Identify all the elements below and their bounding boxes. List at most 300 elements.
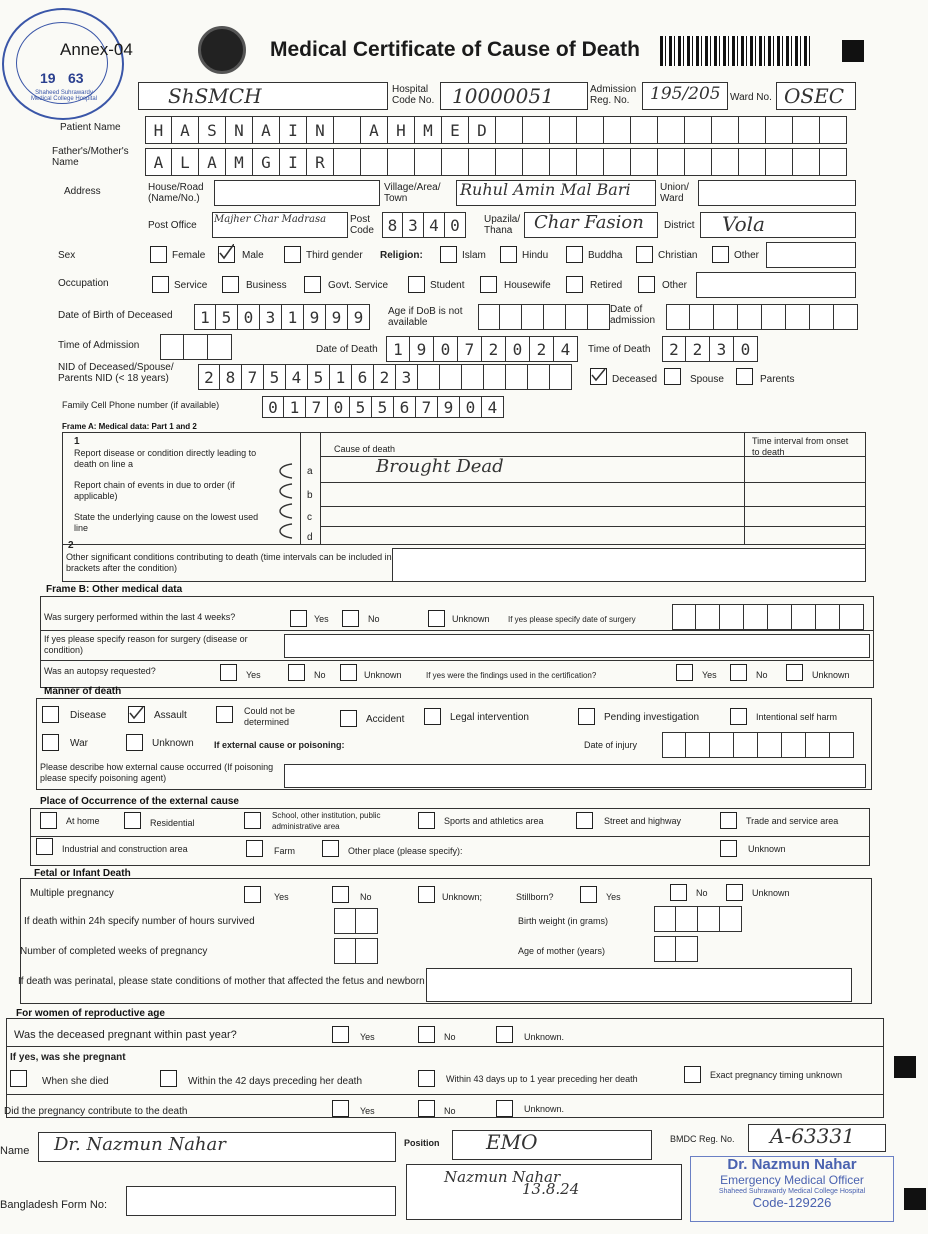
sports-checkbox[interactable]: [418, 812, 435, 829]
third-gender-checkbox[interactable]: [284, 246, 301, 263]
war-checkbox[interactable]: [42, 734, 59, 751]
grid-cell[interactable]: [334, 908, 356, 934]
when-died-label: When she died: [42, 1076, 109, 1087]
corner-marker: [904, 1188, 926, 1210]
grid-cell[interactable]: [739, 148, 766, 176]
autopsy-yes-label: Yes: [246, 670, 261, 680]
govt-service-label: Govt. Service: [328, 280, 389, 291]
grid-cell[interactable]: [588, 304, 610, 330]
grid-cell[interactable]: [686, 732, 710, 758]
school-checkbox[interactable]: [244, 812, 261, 829]
grid-cell[interactable]: [738, 304, 762, 330]
accident-checkbox[interactable]: [340, 710, 357, 727]
service-checkbox[interactable]: [152, 276, 169, 293]
grid-cell[interactable]: A: [172, 116, 199, 144]
findings-unknown-checkbox[interactable]: [786, 664, 803, 681]
within-42-checkbox[interactable]: [160, 1070, 177, 1087]
form-no-field[interactable]: [126, 1186, 396, 1216]
grid-cell[interactable]: 0: [445, 212, 466, 238]
women-title: For women of reproductive age: [16, 1008, 165, 1019]
grid-cell[interactable]: 2: [198, 364, 220, 390]
findings-question: If yes were the findings used in the certification?: [426, 671, 597, 680]
self-harm-label: Intentional self harm: [756, 712, 838, 722]
manner-title: Manner of death: [44, 686, 122, 697]
timing-unknown-label: Exact pregnancy timing unknown: [710, 1070, 843, 1080]
housewife-checkbox[interactable]: [480, 276, 497, 293]
stillborn-no-checkbox[interactable]: [670, 884, 687, 901]
autopsy-no-checkbox[interactable]: [288, 664, 305, 681]
grid-cell[interactable]: [356, 938, 378, 964]
grid-cell[interactable]: [522, 304, 544, 330]
grid-cell[interactable]: D: [469, 116, 496, 144]
grid-cell[interactable]: 9: [326, 304, 348, 330]
grid-cell[interactable]: A: [199, 148, 226, 176]
contribute-unknown-checkbox[interactable]: [496, 1100, 513, 1117]
surgery-yes-label: Yes: [314, 614, 329, 624]
surgery-yes-checkbox[interactable]: [290, 610, 307, 627]
govt-service-checkbox[interactable]: [304, 276, 321, 293]
grid-cell[interactable]: [810, 304, 834, 330]
birth-weight-grid[interactable]: [654, 906, 742, 932]
grid-cell[interactable]: [696, 604, 720, 630]
grid-cell[interactable]: [758, 732, 782, 758]
grid-cell[interactable]: [676, 906, 698, 932]
perinatal-field[interactable]: [426, 968, 852, 1002]
grid-cell[interactable]: 4: [424, 212, 445, 238]
grid-cell[interactable]: [208, 334, 232, 360]
grid-cell[interactable]: 0: [734, 336, 758, 362]
pending-checkbox[interactable]: [578, 708, 595, 725]
patient-name-grid[interactable]: [145, 116, 847, 144]
grid-cell[interactable]: [793, 116, 820, 144]
grid-cell[interactable]: [484, 364, 506, 390]
grid-cell[interactable]: [528, 364, 550, 390]
business-checkbox[interactable]: [222, 276, 239, 293]
grid-cell[interactable]: 3: [396, 364, 418, 390]
grid-cell[interactable]: [388, 148, 415, 176]
grid-cell[interactable]: [334, 148, 361, 176]
grid-cell[interactable]: M: [226, 148, 253, 176]
multiple-no-checkbox[interactable]: [332, 886, 349, 903]
grid-cell[interactable]: 4: [286, 364, 308, 390]
grid-cell[interactable]: [577, 116, 604, 144]
grid-cell[interactable]: 7: [242, 364, 264, 390]
grid-cell[interactable]: [712, 116, 739, 144]
grid-cell[interactable]: 0: [434, 336, 458, 362]
autopsy-unknown-checkbox[interactable]: [340, 664, 357, 681]
grid-cell[interactable]: A: [253, 116, 280, 144]
grid-cell[interactable]: [654, 906, 676, 932]
frame-a-title: Frame A: Medical data: Part 1 and 2: [62, 422, 197, 431]
grid-cell[interactable]: [762, 304, 786, 330]
grid-cell[interactable]: 9: [304, 304, 326, 330]
grid-cell[interactable]: [506, 364, 528, 390]
nid-spouse-checkbox[interactable]: [664, 368, 681, 385]
frame-a-row3: State the underlying cause on the lowest used line: [74, 512, 259, 533]
phone-grid[interactable]: [262, 396, 504, 418]
sports-label: Sports and athletics area: [444, 816, 544, 826]
surgery-date-grid[interactable]: [672, 604, 864, 630]
grid-cell[interactable]: N: [226, 116, 253, 144]
birth-weight-label: Birth weight (in grams): [518, 916, 609, 926]
autopsy-unknown-label: Unknown: [364, 670, 402, 680]
grid-cell[interactable]: [418, 364, 440, 390]
grid-cell[interactable]: [523, 116, 550, 144]
grid-cell[interactable]: [184, 334, 208, 360]
autopsy-question: Was an autopsy requested?: [44, 666, 156, 676]
seal-year-left: 19: [40, 70, 56, 86]
occupation-label: Occupation: [58, 278, 109, 289]
residential-label: Residential: [150, 818, 195, 828]
surgery-unknown-checkbox[interactable]: [428, 610, 445, 627]
grid-cell[interactable]: A: [361, 116, 388, 144]
grid-cell[interactable]: 1: [282, 304, 304, 330]
grid-cell[interactable]: [469, 148, 496, 176]
grid-cell[interactable]: [478, 304, 500, 330]
other-occupation-checkbox[interactable]: [638, 276, 655, 293]
grid-cell[interactable]: H: [145, 116, 172, 144]
grid-cell[interactable]: A: [145, 148, 172, 176]
dob-label: Date of Birth of Deceased: [58, 310, 173, 321]
retired-label: Retired: [590, 280, 623, 291]
surgery-reason-field[interactable]: [284, 634, 870, 658]
grid-cell[interactable]: 9: [438, 396, 460, 418]
grid-cell[interactable]: [766, 116, 793, 144]
position-field[interactable]: [452, 1130, 652, 1160]
housewife-label: Housewife: [504, 280, 551, 291]
at-home-checkbox[interactable]: [40, 812, 57, 829]
grid-cell[interactable]: 0: [460, 396, 482, 418]
school-label: School, other institution, public administrative area: [272, 811, 381, 831]
hospital-name-value: ShSMCH: [168, 84, 262, 108]
grid-cell[interactable]: [768, 604, 792, 630]
post-code-grid[interactable]: [382, 212, 466, 238]
student-checkbox[interactable]: [408, 276, 425, 293]
stillborn-unknown-checkbox[interactable]: [726, 884, 743, 901]
grid-cell[interactable]: [334, 938, 356, 964]
contribute-no-checkbox[interactable]: [418, 1100, 435, 1117]
legal-intervention-checkbox[interactable]: [424, 708, 441, 725]
grid-cell[interactable]: 0: [262, 396, 284, 418]
grid-cell[interactable]: [816, 604, 840, 630]
findings-yes-checkbox[interactable]: [676, 664, 693, 681]
contribute-yes-checkbox[interactable]: [332, 1100, 349, 1117]
grid-cell[interactable]: [766, 148, 793, 176]
grid-cell[interactable]: N: [307, 116, 334, 144]
retired-checkbox[interactable]: [566, 276, 583, 293]
hours-survived-label: If death within 24h specify number of hours survived: [24, 916, 255, 927]
autopsy-yes-checkbox[interactable]: [220, 664, 237, 681]
grid-cell[interactable]: 1: [194, 304, 216, 330]
contribute-question: Did the pregnancy contribute to the death: [4, 1106, 188, 1117]
grid-cell[interactable]: [604, 148, 631, 176]
islam-checkbox[interactable]: [440, 246, 457, 263]
grid-cell[interactable]: [793, 148, 820, 176]
grid-cell[interactable]: [550, 364, 572, 390]
grid-cell[interactable]: 7: [306, 396, 328, 418]
grid-cell[interactable]: 4: [554, 336, 578, 362]
part2-field[interactable]: [392, 548, 866, 582]
grid-cell[interactable]: 8: [382, 212, 403, 238]
pregnant-unknown-checkbox[interactable]: [496, 1026, 513, 1043]
surgery-date-label: If yes please specify date of surgery: [508, 615, 636, 624]
grid-cell[interactable]: H: [388, 116, 415, 144]
grid-cell[interactable]: [720, 604, 744, 630]
contribute-no-label: No: [444, 1106, 456, 1116]
other-religion-label: Other: [734, 250, 760, 261]
self-harm-checkbox[interactable]: [730, 708, 747, 725]
grid-cell[interactable]: [462, 364, 484, 390]
timing-unknown-checkbox[interactable]: [684, 1066, 701, 1083]
other-religion-checkbox[interactable]: [712, 246, 729, 263]
sex-label: Sex: [58, 250, 76, 261]
grid-cell[interactable]: [685, 116, 712, 144]
grid-cell[interactable]: 6: [394, 396, 416, 418]
hospital-code-value: 10000051: [452, 84, 554, 108]
grid-cell[interactable]: I: [280, 148, 307, 176]
grid-cell[interactable]: 3: [403, 212, 424, 238]
grid-cell[interactable]: 7: [458, 336, 482, 362]
grid-cell[interactable]: [550, 116, 577, 144]
male-label: Male: [242, 250, 264, 261]
grid-cell[interactable]: [440, 364, 462, 390]
describe-external-field[interactable]: [284, 764, 866, 788]
grid-cell[interactable]: 0: [238, 304, 260, 330]
grid-cell[interactable]: S: [199, 116, 226, 144]
other-place-checkbox[interactable]: [322, 840, 339, 857]
grid-cell[interactable]: [666, 304, 690, 330]
grid-cell[interactable]: 2: [530, 336, 554, 362]
male-checkbox[interactable]: [218, 246, 235, 263]
grid-cell[interactable]: [631, 116, 658, 144]
pregnant-question: Was the deceased pregnant within past year?: [14, 1029, 237, 1041]
grid-cell[interactable]: [672, 604, 696, 630]
multiple-yes-checkbox[interactable]: [244, 886, 261, 903]
grid-cell[interactable]: [566, 304, 588, 330]
grid-cell[interactable]: [662, 732, 686, 758]
nid-deceased-checkbox[interactable]: [590, 368, 607, 385]
grid-cell[interactable]: [604, 116, 631, 144]
grid-cell[interactable]: 7: [416, 396, 438, 418]
house-field[interactable]: [214, 180, 380, 206]
seal-year-right: 63: [68, 70, 84, 86]
place-unknown-checkbox[interactable]: [720, 840, 737, 857]
grid-cell[interactable]: 6: [352, 364, 374, 390]
hindu-checkbox[interactable]: [500, 246, 517, 263]
grid-cell[interactable]: [356, 908, 378, 934]
grid-cell[interactable]: [544, 304, 566, 330]
legal-intervention-label: Legal intervention: [450, 712, 529, 723]
grid-cell[interactable]: [550, 148, 577, 176]
grid-cell[interactable]: [806, 732, 830, 758]
grid-cell[interactable]: 2: [374, 364, 396, 390]
other-occupation-field[interactable]: [696, 272, 856, 298]
grid-cell[interactable]: 1: [330, 364, 352, 390]
grid-cell[interactable]: 9: [348, 304, 370, 330]
nid-label: NID of Deceased/Spouse/ Parents NID (< 18 years): [58, 362, 174, 384]
when-died-checkbox[interactable]: [10, 1070, 27, 1087]
signature-date: 13.8.24: [522, 1180, 580, 1198]
grid-cell[interactable]: [654, 936, 676, 962]
farm-checkbox[interactable]: [246, 840, 263, 857]
union-field[interactable]: [698, 180, 856, 206]
nid-parents-checkbox[interactable]: [736, 368, 753, 385]
name-label: Name: [0, 1145, 30, 1157]
seal-text: Shaheed Suhrawardy Medical College Hospital: [30, 90, 98, 102]
grid-cell[interactable]: 2: [482, 336, 506, 362]
grid-cell[interactable]: [782, 732, 806, 758]
parent-name-grid[interactable]: [145, 148, 847, 176]
grid-cell[interactable]: [676, 936, 698, 962]
assault-checkbox[interactable]: [128, 706, 145, 723]
female-checkbox[interactable]: [150, 246, 167, 263]
disease-checkbox[interactable]: [42, 706, 59, 723]
grid-cell[interactable]: [739, 116, 766, 144]
grid-cell[interactable]: 0: [506, 336, 530, 362]
street-checkbox[interactable]: [576, 812, 593, 829]
grid-cell[interactable]: [840, 604, 864, 630]
grid-cell[interactable]: [830, 732, 854, 758]
grid-cell[interactable]: [744, 604, 768, 630]
grid-cell[interactable]: M: [415, 116, 442, 144]
grid-cell[interactable]: [834, 304, 858, 330]
other-religion-field[interactable]: [766, 242, 856, 268]
union-label: Union/ Ward: [660, 182, 689, 204]
describe-external-label: Please describe how external cause occurred (If poisoning please specify poisoning agent): [40, 762, 274, 783]
upazila-value: Char Fasion: [534, 212, 644, 233]
ward-value: OSEC: [784, 84, 844, 108]
grid-cell[interactable]: 2: [686, 336, 710, 362]
grid-cell[interactable]: [160, 334, 184, 360]
buddha-checkbox[interactable]: [566, 246, 583, 263]
contribute-unknown-label: Unknown.: [524, 1104, 565, 1114]
grid-cell[interactable]: [720, 906, 742, 932]
grid-cell[interactable]: [658, 116, 685, 144]
grid-cell[interactable]: 5: [350, 396, 372, 418]
grid-cell[interactable]: [698, 906, 720, 932]
house-label: House/Road (Name/No.): [148, 182, 204, 204]
grid-cell[interactable]: 5: [372, 396, 394, 418]
within-43-checkbox[interactable]: [418, 1070, 435, 1087]
grid-cell[interactable]: [500, 304, 522, 330]
grid-cell[interactable]: [786, 304, 810, 330]
grid-cell[interactable]: [714, 304, 738, 330]
grid-cell[interactable]: 4: [482, 396, 504, 418]
corner-marker: [894, 1056, 916, 1078]
pregnant-unknown-label: Unknown.: [524, 1032, 565, 1042]
nid-grid[interactable]: [198, 364, 572, 390]
grid-cell[interactable]: 5: [264, 364, 286, 390]
grid-cell[interactable]: 3: [710, 336, 734, 362]
surgery-no-checkbox[interactable]: [342, 610, 359, 627]
grid-cell[interactable]: [820, 116, 847, 144]
stamp-line2: Emergency Medical Officer: [720, 1173, 864, 1187]
trade-checkbox[interactable]: [720, 812, 737, 829]
grid-cell[interactable]: [496, 116, 523, 144]
grid-cell[interactable]: [792, 604, 816, 630]
residential-checkbox[interactable]: [124, 812, 141, 829]
frame-a-row2: Report chain of events in due to order (if applicable): [74, 480, 235, 501]
admission-date-grid[interactable]: [666, 304, 858, 330]
third-gender-label: Third gender: [306, 250, 363, 261]
grid-cell[interactable]: 5: [216, 304, 238, 330]
hours-survived-grid[interactable]: [334, 908, 378, 934]
grid-cell[interactable]: [734, 732, 758, 758]
injury-date-grid[interactable]: [662, 732, 854, 758]
grid-cell[interactable]: [496, 148, 523, 176]
grid-cell[interactable]: [577, 148, 604, 176]
death-time-grid[interactable]: [662, 336, 758, 362]
street-label: Street and highway: [604, 816, 682, 826]
grid-cell[interactable]: 0: [328, 396, 350, 418]
dob-grid[interactable]: [194, 304, 370, 330]
grid-cell[interactable]: 3: [260, 304, 282, 330]
grid-cell[interactable]: L: [172, 148, 199, 176]
pregnant-yes-checkbox[interactable]: [332, 1026, 349, 1043]
mother-age-grid[interactable]: [654, 936, 698, 962]
admission-time-grid[interactable]: [160, 334, 232, 360]
multiple-unknown-checkbox[interactable]: [418, 886, 435, 903]
grid-cell[interactable]: [685, 148, 712, 176]
manner-unknown-checkbox[interactable]: [126, 734, 143, 751]
grid-cell[interactable]: 1: [386, 336, 410, 362]
parent-name-label: Father's/Mother's Name: [52, 146, 129, 168]
grid-cell[interactable]: [658, 148, 685, 176]
stillborn-yes-checkbox[interactable]: [580, 886, 597, 903]
age-grid[interactable]: [478, 304, 610, 330]
death-date-grid[interactable]: [386, 336, 578, 362]
grid-cell[interactable]: [712, 148, 739, 176]
grid-cell[interactable]: 8: [220, 364, 242, 390]
signer-name-value: Dr. Nazmun Nahar: [54, 1134, 226, 1155]
multiple-pregnancy-label: Multiple pregnancy: [30, 888, 114, 899]
fetal-title: Fetal or Infant Death: [34, 868, 131, 879]
grid-cell[interactable]: 2: [662, 336, 686, 362]
grid-cell[interactable]: 9: [410, 336, 434, 362]
weeks-grid[interactable]: [334, 938, 378, 964]
ward-label: Ward No.: [730, 92, 772, 103]
christian-checkbox[interactable]: [636, 246, 653, 263]
bmdc-label: BMDC Reg. No.: [670, 1134, 735, 1144]
grid-cell[interactable]: [690, 304, 714, 330]
grid-cell[interactable]: [361, 148, 388, 176]
grid-cell[interactable]: 1: [284, 396, 306, 418]
grid-cell[interactable]: [523, 148, 550, 176]
industrial-checkbox[interactable]: [36, 838, 53, 855]
grid-cell[interactable]: [334, 116, 361, 144]
pregnant-no-checkbox[interactable]: [418, 1026, 435, 1043]
grid-cell[interactable]: E: [442, 116, 469, 144]
if-yes-pregnant-label: If yes, was she pregnant: [10, 1052, 126, 1063]
letter-d: d: [307, 532, 313, 543]
grid-cell[interactable]: G: [253, 148, 280, 176]
grid-cell[interactable]: [820, 148, 847, 176]
findings-no-label: No: [756, 670, 768, 680]
surgery-unknown-label: Unknown: [452, 614, 490, 624]
female-label: Female: [172, 250, 206, 261]
grid-cell[interactable]: [710, 732, 734, 758]
grid-cell[interactable]: [631, 148, 658, 176]
grid-cell[interactable]: [415, 148, 442, 176]
grid-cell[interactable]: R: [307, 148, 334, 176]
grid-cell[interactable]: 5: [308, 364, 330, 390]
govt-logo: [198, 26, 246, 74]
religion-label: Religion:: [380, 250, 423, 261]
findings-no-checkbox[interactable]: [730, 664, 747, 681]
undetermined-checkbox[interactable]: [216, 706, 233, 723]
grid-cell[interactable]: [442, 148, 469, 176]
grid-cell[interactable]: I: [280, 116, 307, 144]
